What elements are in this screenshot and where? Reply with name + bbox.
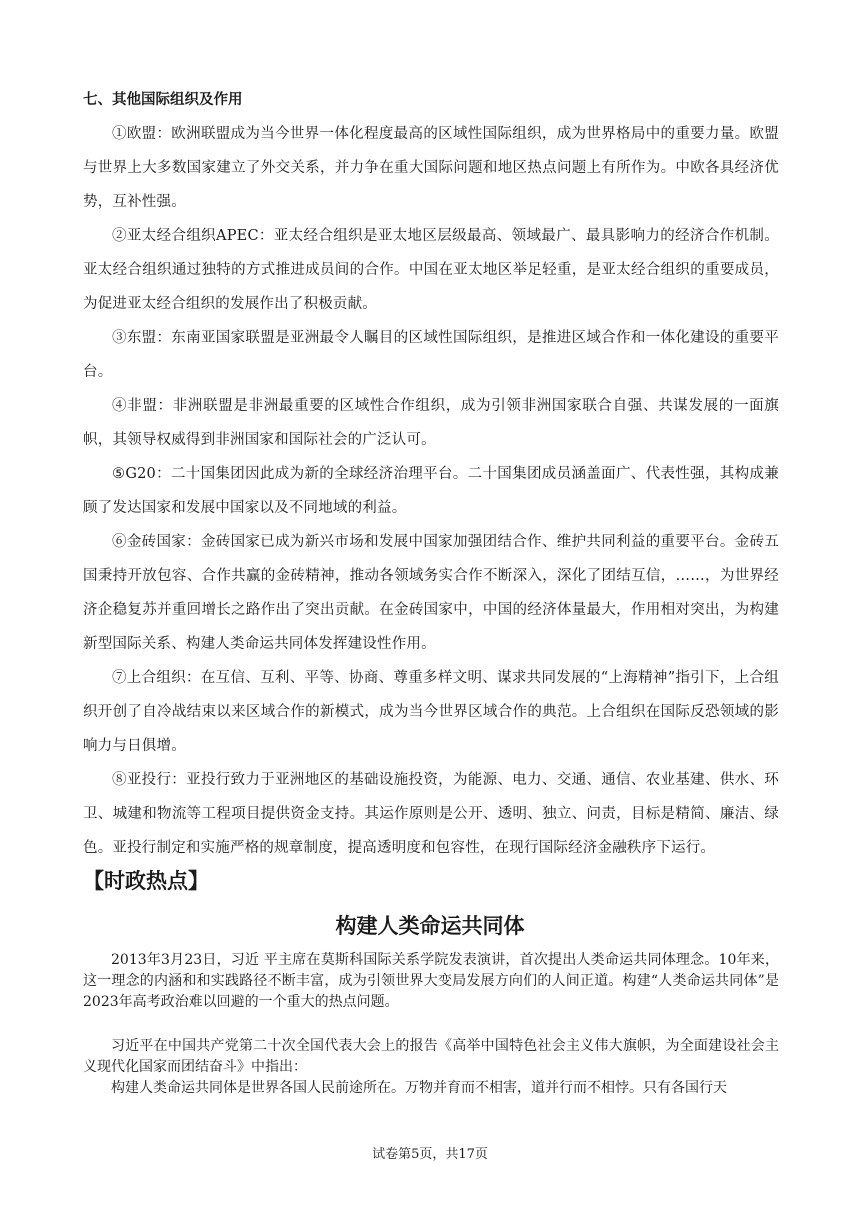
org-item-eu: ①欧盟：欧洲联盟成为当今世界一体化程度最高的区域性国际组织，成为世界格局中的重要力量。欧盟与世界上大多数国家建立了外交关系，并力争在重大国际问题和地区热点问题上有所作为。中欧各具经济优势，互补性强。 bbox=[83, 126, 779, 210]
page-footer: 试卷第5页，共17页 bbox=[372, 1147, 488, 1162]
org-item-brics: ⑥金砖国家：金砖国家已成为新兴市场和发展中国家加强团结合作、维护共同利益的重要平台。金砖五国秉持开放包容、合作共赢的金砖精神，推动各领域务实合作不断深入，深化了团结互信，……，为世界经济企稳复苏并重回增长之路作出了突出贡献。在金砖国家中，中国的经济体量最大，作用相对突出，为构建新型国际关系、构建人类命运共同体发挥建设性作用。 bbox=[83, 534, 779, 652]
org-item-aiib: ⑧亚投行：亚投行致力于亚洲地区的基础设施投资，为能源、电力、交通、通信、农业基建、供水、环卫、城建和物流等工程项目提供资金支持。其运作原则是公开、透明、独立、问责，目标是精简、廉洁、绿色。亚投行制定和实施严格的规章制度，提高透明度和包容性，在现行国际经济金融秩序下运行。 bbox=[83, 772, 779, 856]
article-paragraph: 2013年3月23日，习近 平主席在莫斯科国际关系学院发表演讲，首次提出人类命运共同体理念。10年来，这一理念的内涵和和实践路径不断丰富，成为引领世界大变局发展方向们的人间正道。构建“人类命运共同体”是2023年高考政治难以回避的一个重大的热点问题。 bbox=[83, 952, 779, 1010]
article-paragraph: 习近平在中国共产党第二十次全国代表大会上的报告《高举中国特色社会主义伟大旗帜，为全面建设社会主义现代化国家而团结奋斗》中指出： bbox=[83, 1038, 779, 1075]
org-item-asean: ③东盟：东南亚国家联盟是亚洲最令人瞩目的区域性国际组织，是推进区域合作和一体化建设的重要平台。 bbox=[83, 330, 779, 380]
org-item-sco: ⑦上合组织：在互信、互利、平等、协商、尊重多样文明、谋求共同发展的“上海精神”指引下，上合组织开创了自冷战结束以来区域合作的新模式，成为当今世界区域合作的典范。上合组织在国际反恐领域的影响力与日俱增。 bbox=[83, 670, 779, 754]
article-title: 构建人类命运共同体 bbox=[335, 914, 525, 938]
org-item-g20: ⑤G20：二十国集团因此成为新的全球经济治理平台。二十国集团成员涵盖面广、代表性强，其构成兼顾了发达国家和发展中国家以及不同地域的利益。 bbox=[83, 466, 779, 516]
article-paragraph: 构建人类命运共同体是世界各国人民前途所在。万物并育而不相害，道并行而不相悖。只有各国行天 bbox=[111, 1080, 727, 1096]
hot-topics-banner: 【时政热点】 bbox=[83, 869, 209, 893]
article-body bbox=[83, 950, 779, 1099]
org-item-apec: ②亚太经合组织APEC：亚太经合组织是亚太地区层级最高、领域最广、最具影响力的经济合作机制。亚太经合组织通过独特的方式推进成员间的合作。中国在亚太地区举足轻重，是亚太经合组织的重要成员，为促进亚太经合组织的发展作出了积极贡献。 bbox=[83, 228, 779, 312]
org-list bbox=[83, 117, 779, 865]
section-heading: 七、其他国际组织及作用 bbox=[83, 92, 243, 108]
org-item-au: ④非盟：非洲联盟是非洲最重要的区域性合作组织，成为引领非洲国家联合自强、共谋发展的一面旗帜，其领导权威得到非洲国家和国际社会的广泛认可。 bbox=[83, 398, 779, 448]
